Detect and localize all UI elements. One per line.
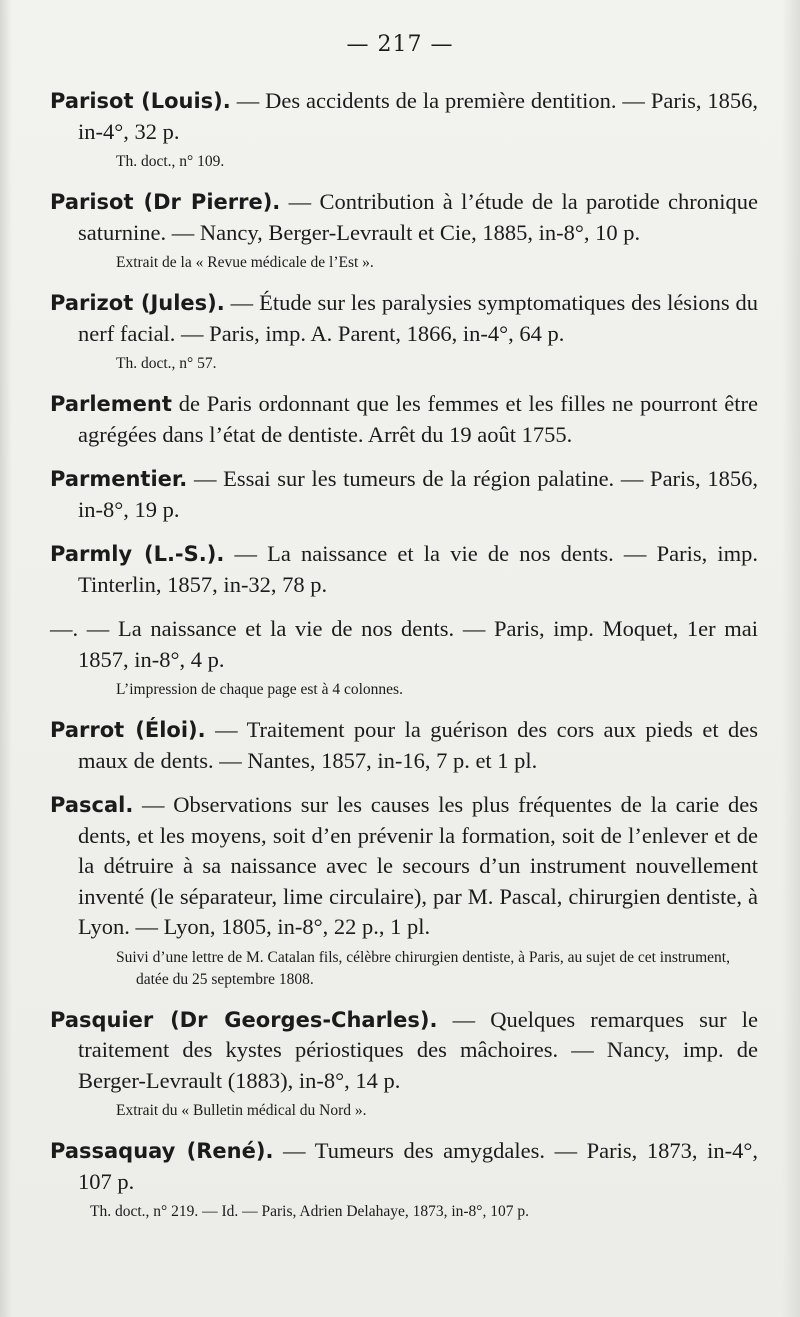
entry-note: Extrait de la « Revue médicale de l’Est ». xyxy=(116,254,374,271)
entry-author: Parmentier. xyxy=(50,467,188,491)
entry-author: —. xyxy=(50,616,79,641)
entry-parmentier xyxy=(50,464,758,525)
entry-author: Parlement xyxy=(50,392,172,416)
entry-note: Th. doct., n° 57. xyxy=(116,355,217,372)
entry-author: Parrot (Éloi). xyxy=(50,718,206,742)
entry-note: Extrait du « Bulletin médical du Nord ». xyxy=(116,1102,367,1119)
entry-parrot xyxy=(50,715,758,776)
entry-parisot-louis xyxy=(50,86,758,173)
entry-author: Passaquay (René). xyxy=(50,1139,274,1163)
entry-text: — Des accidents de la première dentition. — Paris, 1856, in-4°, 32 p. xyxy=(78,88,758,144)
entry-text: — Contribution à l’étude de la parotide chronique saturnine. — Nancy, Berger-Levrault et Cie, 1885, in-8°, 10 p. xyxy=(78,189,759,245)
entry-text: — Traitement pour la guérison des cors aux pieds et des maux de dents. — Nantes, 1857, in-16, 7 p. et 1 pl. xyxy=(78,717,758,773)
entry-parmly xyxy=(50,539,758,600)
entry-text: — Observations sur les causes les plus fréquentes de la carie des dents, et les moyens, soit d’en prévenir la formation, soit de l’enlever et de la détruire à sa naissance avec le secours d’un instrument nouvellement inventé (le séparateur, lime circulaire), par M. Pascal, chirurgien dentiste, à Lyon. — Lyon, 1805, in-8°, 22 p., 1 pl. xyxy=(78,792,759,939)
entry-passaquay xyxy=(50,1136,758,1223)
entry-parizot-jules xyxy=(50,288,758,375)
bibliography-entries xyxy=(50,86,758,1237)
entry-parlement xyxy=(50,389,758,450)
entry-author: Parisot (Louis). xyxy=(50,89,231,113)
entry-author: Parisot (Dr Pierre). xyxy=(50,190,281,214)
entry-pasquier xyxy=(50,1005,758,1123)
entry-pascal xyxy=(50,790,758,991)
entry-text: de Paris ordonnant que les femmes et les filles ne pourront être agrégées dans l’état de dentiste. Arrêt du 19 août 1755. xyxy=(78,391,759,447)
entry-note: L’impression de chaque page est à 4 colonnes. xyxy=(116,681,403,698)
entry-text: — Essai sur les tumeurs de la région palatine. — Paris, 1856, in-8°, 19 p. xyxy=(78,466,758,522)
entry-parisot-pierre xyxy=(50,187,758,274)
entry-text: — La naissance et la vie de nos dents. — Paris, imp. Moquet, 1er mai 1857, in-8°, 4 p. xyxy=(78,616,758,672)
entry-author: Parizot (Jules). xyxy=(50,291,225,315)
entry-text: — Quelques remarques sur le traitement des kystes périostiques des mâchoires. — Nancy, imp. de Berger-Levrault (1883), in-8°, 14 p. xyxy=(78,1006,758,1093)
entry-note: Th. doct., n° 109. xyxy=(116,153,225,170)
entry-text: — La naissance et la vie de nos dents. — Paris, imp. Tinterlin, 1857, in-32, 78 p. xyxy=(78,541,758,597)
page-edge-shadow-left xyxy=(0,0,12,1317)
entry-parmly-2 xyxy=(50,614,758,701)
entry-text: — Tumeurs des amygdales. — Paris, 1873, in-4°, 107 p. xyxy=(78,1138,758,1194)
entry-author: Pasquier (Dr Georges-Charles). xyxy=(50,1007,438,1032)
entry-author: Pascal. xyxy=(50,793,134,817)
entry-note: Th. doct., n° 219. — Id. — Paris, Adrien Delahaye, 1873, in-8°, 107 p. xyxy=(90,1203,530,1220)
entry-note: Suivi d’une lettre de M. Catalan fils, célèbre chirurgien dentiste, à Paris, au sujet de cet instrument, datée du 25 septembre 1808. xyxy=(116,948,730,988)
page-number: — 217 — xyxy=(346,32,454,57)
entry-text: — Étude sur les paralysies symptomatiques des lésions du nerf facial. — Paris, imp. A. Parent, 1866, in-4°, 64 p. xyxy=(78,290,758,346)
entry-author: Parmly (L.-S.). xyxy=(50,542,225,566)
page-edge-shadow-right xyxy=(782,0,800,1317)
